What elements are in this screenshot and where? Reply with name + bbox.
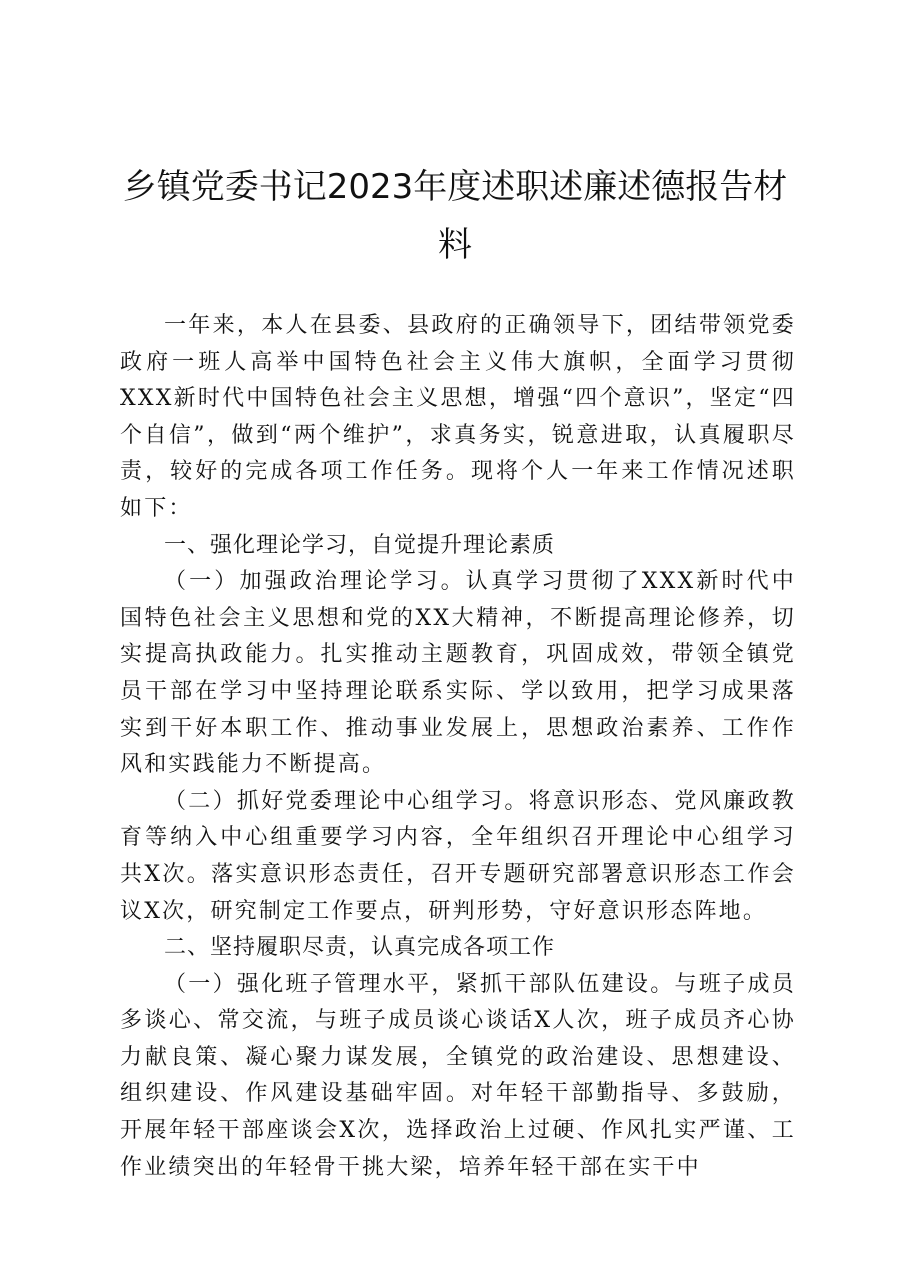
paragraph-2-1: （一）强化班子管理水平，紧抓干部队伍建设。与班子成员多谈心、常交流，与班子成员谈心谈话X人次，班子成员齐心协力献良策、凝心聚力谋发展，全镇党的政治建设、思想建设、组织建设、作风建设基础牢固。对年轻干部勤指导、多鼓励，开展年轻干部座谈会X次，选择政治上过硬、作风扎实严谨、工作业绩突出的年轻骨干挑大梁，培养年轻干部在实干中 bbox=[120, 971, 796, 1180]
section-heading-2: 二、坚持履职尽责，认真完成各项工作 bbox=[164, 935, 556, 961]
section-heading-1: 一、强化理论学习，自觉提升理论素质 bbox=[164, 532, 556, 558]
paragraph-1-1: （一）加强政治理论学习。认真学习贯彻了XXX新时代中国特色社会主义思想和党的XX大精神，不断提高理论修养，切实提高执政能力。扎实推动主题教育，巩固成效，带领全镇党员干部在学习中坚持理论联系实际、学以致用，把学习成果落实到干好本职工作、推动事业发展上，思想政治素养、工作作风和实践能力不断提高。 bbox=[120, 569, 796, 778]
document-body bbox=[120, 308, 796, 1186]
paragraph-1-2: （二）抓好党委理论中心组学习。将意识形态、党风廉政教育等纳入中心组重要学习内容，全年组织召开理论中心组学习共X次。落实意识形态责任，召开专题研究部署意识形态工作会议X次，研究制定工作要点，研判形势，守好意识形态阵地。 bbox=[120, 788, 796, 924]
paragraph-intro: 一年来，本人在县委、县政府的正确领导下，团结带领党委政府一班人高举中国特色社会主义伟大旗帜，全面学习贯彻XXX新时代中国特色社会主义思想，增强“四个意识”，坚定“四个自信”，做到“两个维护”，求真务实，锐意进取，认真履职尽责，较好的完成各项工作任务。现将个人一年来工作情况述职如下： bbox=[120, 313, 796, 521]
document-title: 乡镇党委书记2023年度述职述廉述德报告材料 bbox=[122, 167, 788, 265]
